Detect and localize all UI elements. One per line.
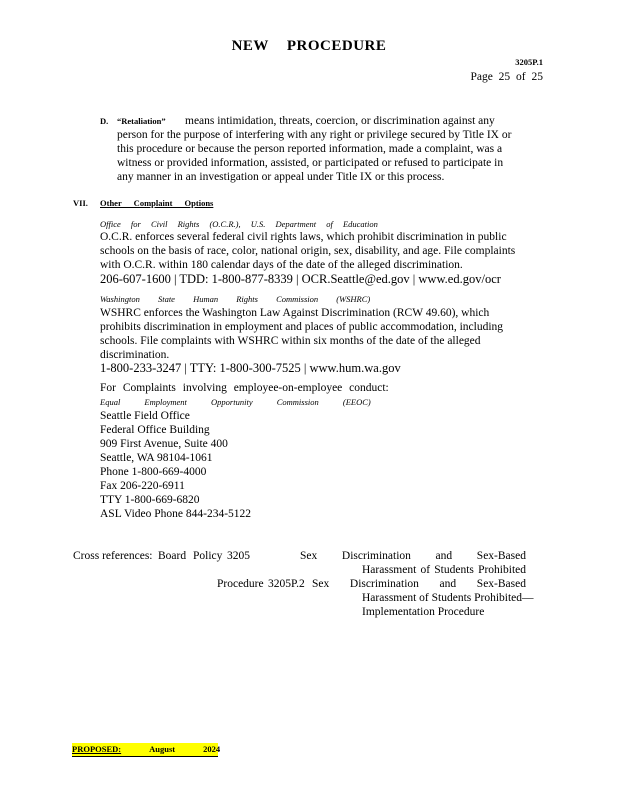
section-d-line-4: witness or provided information, assisted, or participated or refused to participate in: [117, 157, 504, 169]
proposed-footer: [72, 743, 221, 757]
cross-ref-2-title-cont-2: Implementation Procedure: [362, 606, 485, 618]
eeoc-phone: Phone 1-800-669-4000: [100, 466, 207, 478]
document-number: 3205P.1: [515, 57, 543, 67]
cross-ref-2-number: 3205P.2: [268, 578, 305, 590]
cross-ref-2-type: Procedure: [217, 578, 264, 590]
cross-ref-1-number: 3205: [227, 550, 250, 562]
ocr-agency: Office for Civil Rights (O.C.R.), U.S. Department of Education: [100, 219, 378, 229]
wshrc-line-1: WSHRC enforces the Washington Law Against Discrimination (RCW 49.60), which: [100, 307, 490, 319]
ocr-line-2: schools on the basis of race, color, national origin, sex, disability, and age. File complaints: [100, 245, 516, 257]
footer-year: 2024: [203, 744, 221, 754]
section-d-line-2: person for the purpose of interfering with any right or privilege secured by Title IX or: [117, 129, 512, 141]
section-vii-label: VII.: [73, 198, 88, 208]
eeoc-intro: For Complaints involving employee-on-employee conduct:: [100, 382, 389, 394]
wshrc-line-2: prohibits discrimination in employment and places of public accommodation, including: [100, 321, 504, 333]
section-d-line-3: this procedure or because the person reported information, made a complaint, was a: [117, 143, 503, 155]
eeoc-tty: TTY 1-800-669-6820: [100, 494, 200, 506]
page-title: NEW PROCEDURE: [231, 38, 387, 54]
eeoc-agency: Equal Employment Opportunity Commission (EEOC): [100, 397, 371, 407]
ocr-contact: 206-607-1600 | TDD: 1-800-877-8339 | OCR.Seattle@ed.gov | www.ed.gov/ocr: [100, 272, 501, 286]
eeoc-asl-video-phone: ASL Video Phone 844-234-5122: [100, 508, 252, 520]
wshrc-line-3: schools. File complaints with WSHRC within six months of the date of the alleged: [100, 335, 481, 347]
wshrc-agency: Washington State Human Rights Commission (WSHRC): [100, 294, 371, 304]
eeoc-address-line: Seattle, WA 98104-1061: [100, 452, 213, 464]
cross-ref-1-title-cont: Harassment of Students Prohibited: [362, 564, 526, 576]
cross-ref-1-type: Board Policy: [158, 550, 223, 562]
eeoc-address-line: Federal Office Building: [100, 424, 210, 436]
section-d-label: D.: [100, 116, 109, 126]
page-number: Page 25 of 25: [470, 71, 543, 83]
ocr-line-1: O.C.R. enforces several federal civil rights laws, which prohibit discrimination in public: [100, 231, 507, 243]
eeoc-address-line: Seattle Field Office: [100, 410, 190, 422]
cross-ref-1-title: Sex Discrimination and Sex-Based: [300, 550, 526, 562]
wshrc-contact: 1-800-233-3247 | TTY: 1-800-300-7525 | www.hum.wa.gov: [100, 361, 401, 375]
footer-month: August: [149, 744, 176, 754]
section-vii-heading: Other Complaint Options: [100, 198, 214, 208]
eeoc-fax: Fax 206-220-6911: [100, 480, 185, 492]
eeoc-address-line: 909 First Avenue, Suite 400: [100, 438, 228, 450]
cross-references-label: Cross references:: [73, 550, 153, 562]
cross-ref-2-title-cont: Harassment of Students Prohibited—: [362, 592, 534, 604]
footer-status: PROPOSED:: [72, 744, 122, 754]
section-d-line-1: means intimidation, threats, coercion, or discrimination against any: [185, 115, 495, 127]
section-d-term: “Retaliation”: [117, 116, 166, 126]
cross-ref-2-title: Sex Discrimination and Sex-Based: [312, 578, 526, 590]
section-d-line-5: any manner in an investigation or appeal under Title IX or this process.: [117, 171, 445, 183]
ocr-line-3: with O.C.R. within 180 calendar days of the date of the alleged discrimination.: [100, 259, 463, 271]
wshrc-line-4: discrimination.: [100, 349, 170, 361]
